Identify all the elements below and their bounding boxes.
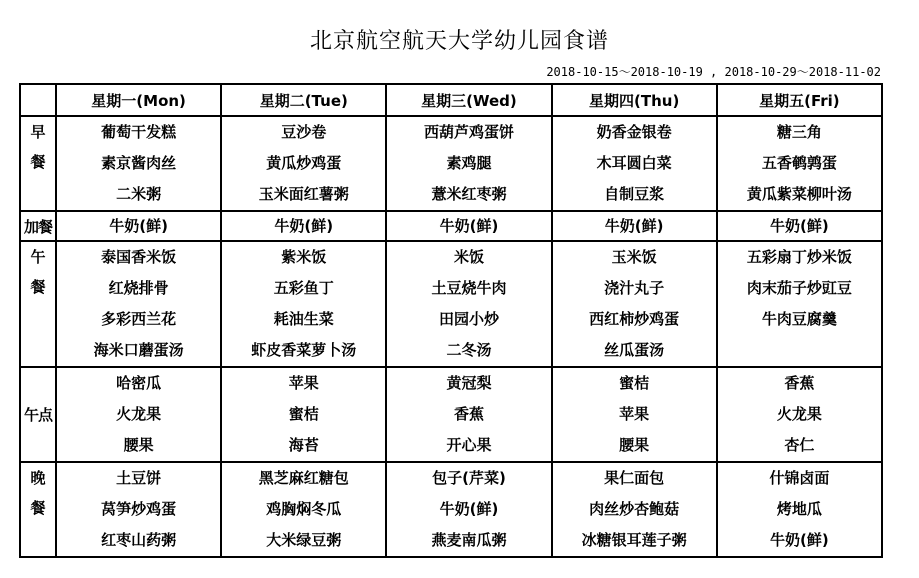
extra-row — [20, 211, 882, 241]
menu-item: 苹果 — [619, 405, 650, 423]
menu-item: 田园小炒 — [438, 310, 499, 328]
menu-item: 鸡胸焖冬瓜 — [266, 500, 342, 518]
extra-tue — [221, 211, 386, 241]
menu-item: 玉米面红薯粥 — [258, 185, 349, 203]
menu-item: 多彩西兰花 — [101, 310, 177, 328]
breakfast-mon — [56, 116, 221, 211]
lunch-row — [20, 241, 882, 367]
lunch-mon — [56, 241, 221, 367]
menu-item: 黄瓜紫菜柳叶汤 — [746, 185, 852, 203]
corner-cell — [20, 84, 56, 116]
menu-item: 肉末茄子炒豇豆 — [746, 279, 852, 297]
day-header-thu: 星期四(Thu) — [552, 84, 717, 116]
meal-label-dinner — [20, 462, 56, 557]
menu-item: 泰国香米饭 — [101, 248, 177, 266]
breakfast-wed — [386, 116, 551, 211]
dinner-tue — [221, 462, 386, 557]
menu-item: 哈密瓜 — [116, 374, 162, 392]
dinner-thu — [552, 462, 717, 557]
meal-label-char: 早 — [30, 123, 46, 141]
meal-label-char: 餐 — [30, 278, 46, 296]
lunch-fri — [717, 241, 882, 367]
meal-label-char: 午 — [30, 248, 46, 266]
menu-item: 燕麦南瓜粥 — [431, 531, 507, 549]
menu-item: 耗油生菜 — [273, 310, 334, 328]
menu-item: 红烧排骨 — [108, 279, 169, 297]
menu-item: 西葫芦鸡蛋饼 — [423, 123, 514, 141]
menu-item: 丝瓜蛋汤 — [604, 341, 665, 359]
menu-item: 牛奶(鲜) — [770, 217, 829, 235]
menu-item: 牛奶(鲜) — [604, 217, 664, 235]
lunch-thu — [552, 241, 717, 367]
menu-item: 红枣山药粥 — [101, 531, 177, 549]
extra-wed — [386, 211, 551, 241]
menu-item: 烤地瓜 — [776, 500, 822, 518]
menu-item: 蜜桔 — [619, 374, 650, 392]
menu-item: 开心果 — [446, 436, 492, 454]
meal-label-char: 餐 — [30, 499, 46, 517]
menu-item: 素鸡腿 — [446, 154, 492, 172]
extra-thu — [552, 211, 717, 241]
snack-thu — [552, 367, 717, 462]
breakfast-tue — [221, 116, 386, 211]
breakfast-row — [20, 116, 882, 211]
menu-item: 二冬汤 — [446, 341, 492, 359]
menu-item: 土豆饼 — [116, 469, 162, 487]
date-range: 2018-10-15～2018-10-19 , 2018-10-29～2018-11-02 — [546, 65, 881, 79]
dinner-row — [20, 462, 882, 557]
menu-item: 五香鹌鹑蛋 — [761, 154, 837, 172]
menu-item: 木耳圆白菜 — [596, 154, 672, 172]
menu-item: 苹果 — [288, 374, 319, 392]
menu-item: 西红柿炒鸡蛋 — [589, 310, 680, 328]
dinner-wed — [386, 462, 551, 557]
menu-item: 玉米饭 — [611, 248, 657, 266]
menu-item: 腰果 — [123, 436, 154, 454]
menu-item: 莴笋炒鸡蛋 — [101, 500, 177, 518]
dinner-mon — [56, 462, 221, 557]
menu-item: 牛奶(鲜) — [439, 500, 499, 518]
lunch-wed — [386, 241, 551, 367]
menu-item: 土豆烧牛肉 — [431, 279, 507, 297]
menu-item: 浇汁丸子 — [604, 279, 665, 297]
menu-item: 奶香金银卷 — [596, 123, 672, 141]
menu-item: 牛奶(鲜) — [274, 217, 334, 235]
menu-item: 腰果 — [619, 436, 650, 454]
menu-item: 薏米红枣粥 — [431, 185, 507, 203]
extra-mon — [56, 211, 221, 241]
menu-item: 牛奶(鲜) — [109, 217, 168, 235]
day-header-mon: 星期一(Mon) — [56, 84, 221, 116]
breakfast-fri — [717, 116, 882, 211]
header-row — [20, 84, 882, 116]
menu-item: 杏仁 — [784, 436, 815, 454]
menu-item: 海苔 — [288, 436, 319, 454]
menu-item: 大米绿豆粥 — [266, 531, 342, 549]
menu-item: 黄瓜炒鸡蛋 — [266, 154, 342, 172]
menu-item: 黑芝麻红糖包 — [258, 469, 349, 487]
extra-fri — [717, 211, 882, 241]
page-title: 北京航空航天大学幼儿园食谱 — [309, 29, 609, 54]
menu-item: 冰糖银耳莲子粥 — [581, 531, 687, 549]
meal-label-breakfast — [20, 116, 56, 211]
lunch-tue — [221, 241, 386, 367]
snack-mon — [56, 367, 221, 462]
meal-label-snack: 午点 — [20, 367, 56, 462]
meal-label-char: 晚 — [30, 469, 46, 487]
menu-item: 黄冠梨 — [446, 374, 492, 392]
day-header-wed: 星期三(Wed) — [386, 84, 551, 116]
menu-item: 糖三角 — [776, 123, 822, 141]
meal-label-extra: 加餐 — [20, 211, 56, 241]
day-header-fri: 星期五(Fri) — [717, 84, 882, 116]
menu-item: 米饭 — [453, 248, 484, 266]
menu-item: 果仁面包 — [604, 469, 665, 487]
menu-item: 香蕉 — [784, 374, 815, 392]
menu-item: 香蕉 — [453, 405, 484, 423]
menu-item: 紫米饭 — [281, 248, 327, 266]
menu-item: 葡萄干发糕 — [101, 123, 177, 141]
menu-item: 肉丝炒杏鲍菇 — [589, 500, 680, 518]
menu-item: 牛奶(鲜) — [439, 217, 499, 235]
snack-wed — [386, 367, 551, 462]
menu-item: 火龙果 — [116, 405, 162, 423]
menu-item: 包子(芹菜) — [432, 469, 506, 487]
menu-item: 二米粥 — [116, 185, 162, 203]
snack-row — [20, 367, 882, 462]
menu-item: 牛奶(鲜) — [770, 531, 829, 549]
menu-item: 素京酱肉丝 — [101, 154, 177, 172]
menu-item: 豆沙卷 — [281, 123, 327, 141]
meal-label-lunch — [20, 241, 56, 367]
menu-item: 自制豆浆 — [604, 185, 665, 203]
menu-item: 火龙果 — [776, 405, 822, 423]
menu-item: 五彩扇丁炒米饭 — [746, 248, 852, 266]
menu-table — [19, 83, 883, 558]
snack-fri — [717, 367, 882, 462]
menu-item: 五彩鱼丁 — [273, 279, 334, 297]
menu-item: 蜜桔 — [288, 405, 319, 423]
menu-item: 虾皮香菜萝卜汤 — [251, 341, 357, 359]
breakfast-thu — [552, 116, 717, 211]
day-header-tue: 星期二(Tue) — [221, 84, 386, 116]
dinner-fri — [717, 462, 882, 557]
snack-tue — [221, 367, 386, 462]
menu-item: 海米口蘑蛋汤 — [93, 341, 184, 359]
menu-item: 牛肉豆腐羹 — [761, 310, 837, 328]
menu-item: 什锦卤面 — [769, 469, 830, 487]
menu-item — [718, 335, 881, 366]
meal-label-char: 餐 — [30, 153, 46, 171]
